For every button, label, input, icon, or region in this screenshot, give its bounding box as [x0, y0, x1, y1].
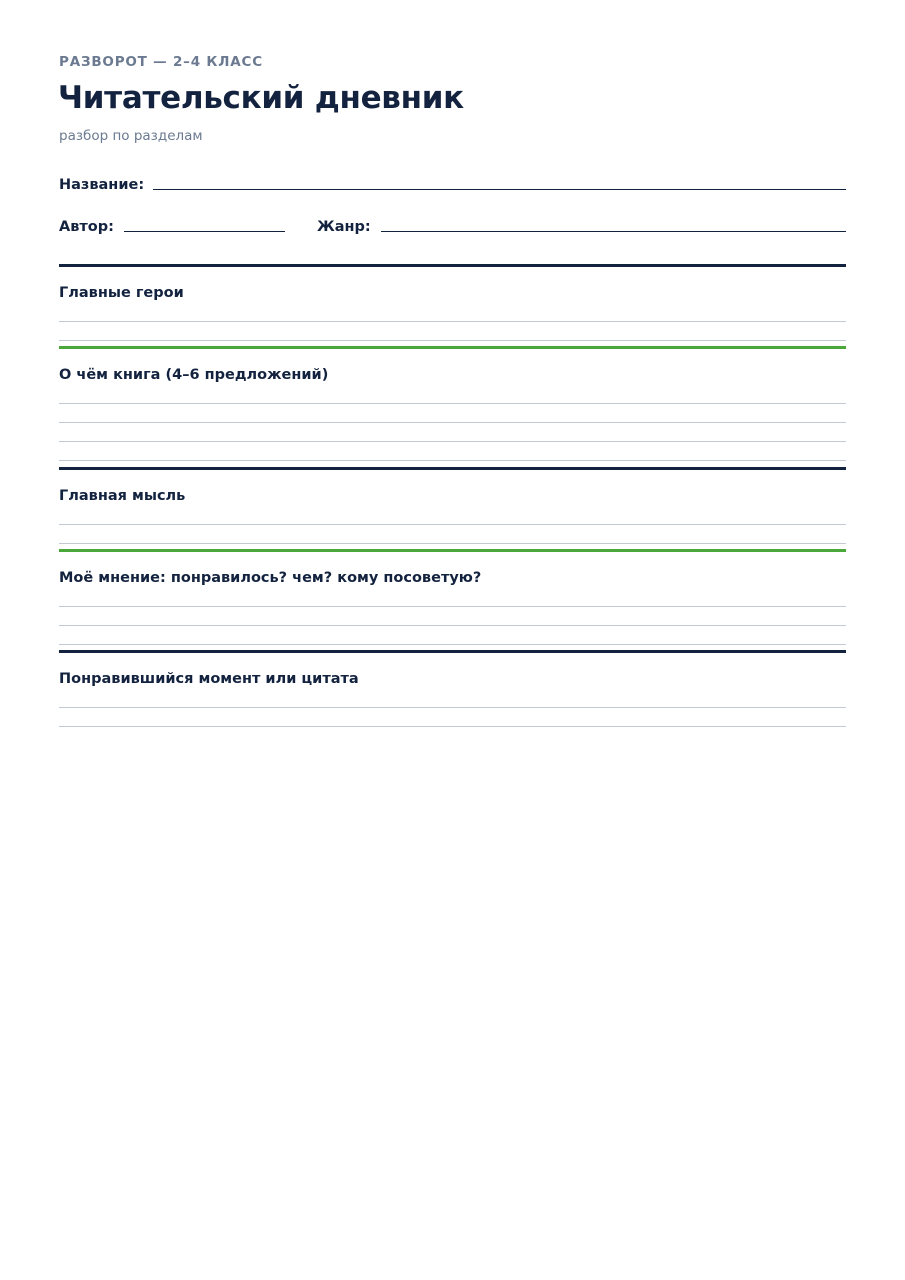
section-title: Моё мнение: понравилось? чем? кому посоветую?	[59, 570, 482, 586]
section-divider	[59, 264, 846, 267]
section-divider	[59, 650, 846, 653]
book-name-label: Название:	[59, 177, 145, 193]
writing-line[interactable]	[59, 423, 846, 442]
writing-line[interactable]	[59, 404, 846, 423]
genre-label: Жанр:	[316, 219, 371, 235]
writing-line[interactable]	[59, 442, 846, 461]
writing-line[interactable]	[59, 588, 846, 607]
section-title: Главная мысль	[59, 488, 186, 504]
writing-line[interactable]	[59, 385, 846, 404]
writing-line[interactable]	[59, 303, 846, 322]
section-main-idea	[59, 467, 846, 544]
writing-line[interactable]	[59, 506, 846, 525]
author-genre-row	[59, 214, 846, 236]
header-kicker: РАЗВОРОТ — 2–4 КЛАСС	[59, 54, 263, 70]
writing-line[interactable]	[59, 525, 846, 544]
section-main-heroes	[59, 264, 846, 341]
book-name-field	[59, 172, 846, 194]
book-name-input-line[interactable]	[153, 189, 846, 190]
section-divider	[59, 346, 846, 349]
page-subtitle: разбор по разделам	[59, 128, 203, 144]
writing-line[interactable]	[59, 708, 846, 727]
section-divider	[59, 549, 846, 552]
genre-input-line[interactable]	[381, 231, 846, 232]
author-input-line[interactable]	[124, 231, 285, 232]
writing-line[interactable]	[59, 322, 846, 341]
section-title: Понравившийся момент или цитата	[59, 671, 359, 687]
writing-line[interactable]	[59, 626, 846, 645]
page-title: Читательский дневник	[58, 80, 464, 116]
section-title: Главные герои	[59, 285, 184, 301]
writing-line[interactable]	[59, 607, 846, 626]
section-my-opinion	[59, 549, 846, 645]
author-label: Автор:	[59, 219, 114, 235]
section-divider	[59, 467, 846, 470]
writing-line[interactable]	[59, 689, 846, 708]
section-book-summary	[59, 346, 846, 461]
section-title: О чём книга (4–6 предложений)	[59, 367, 329, 383]
section-favorite-quote	[59, 650, 846, 727]
